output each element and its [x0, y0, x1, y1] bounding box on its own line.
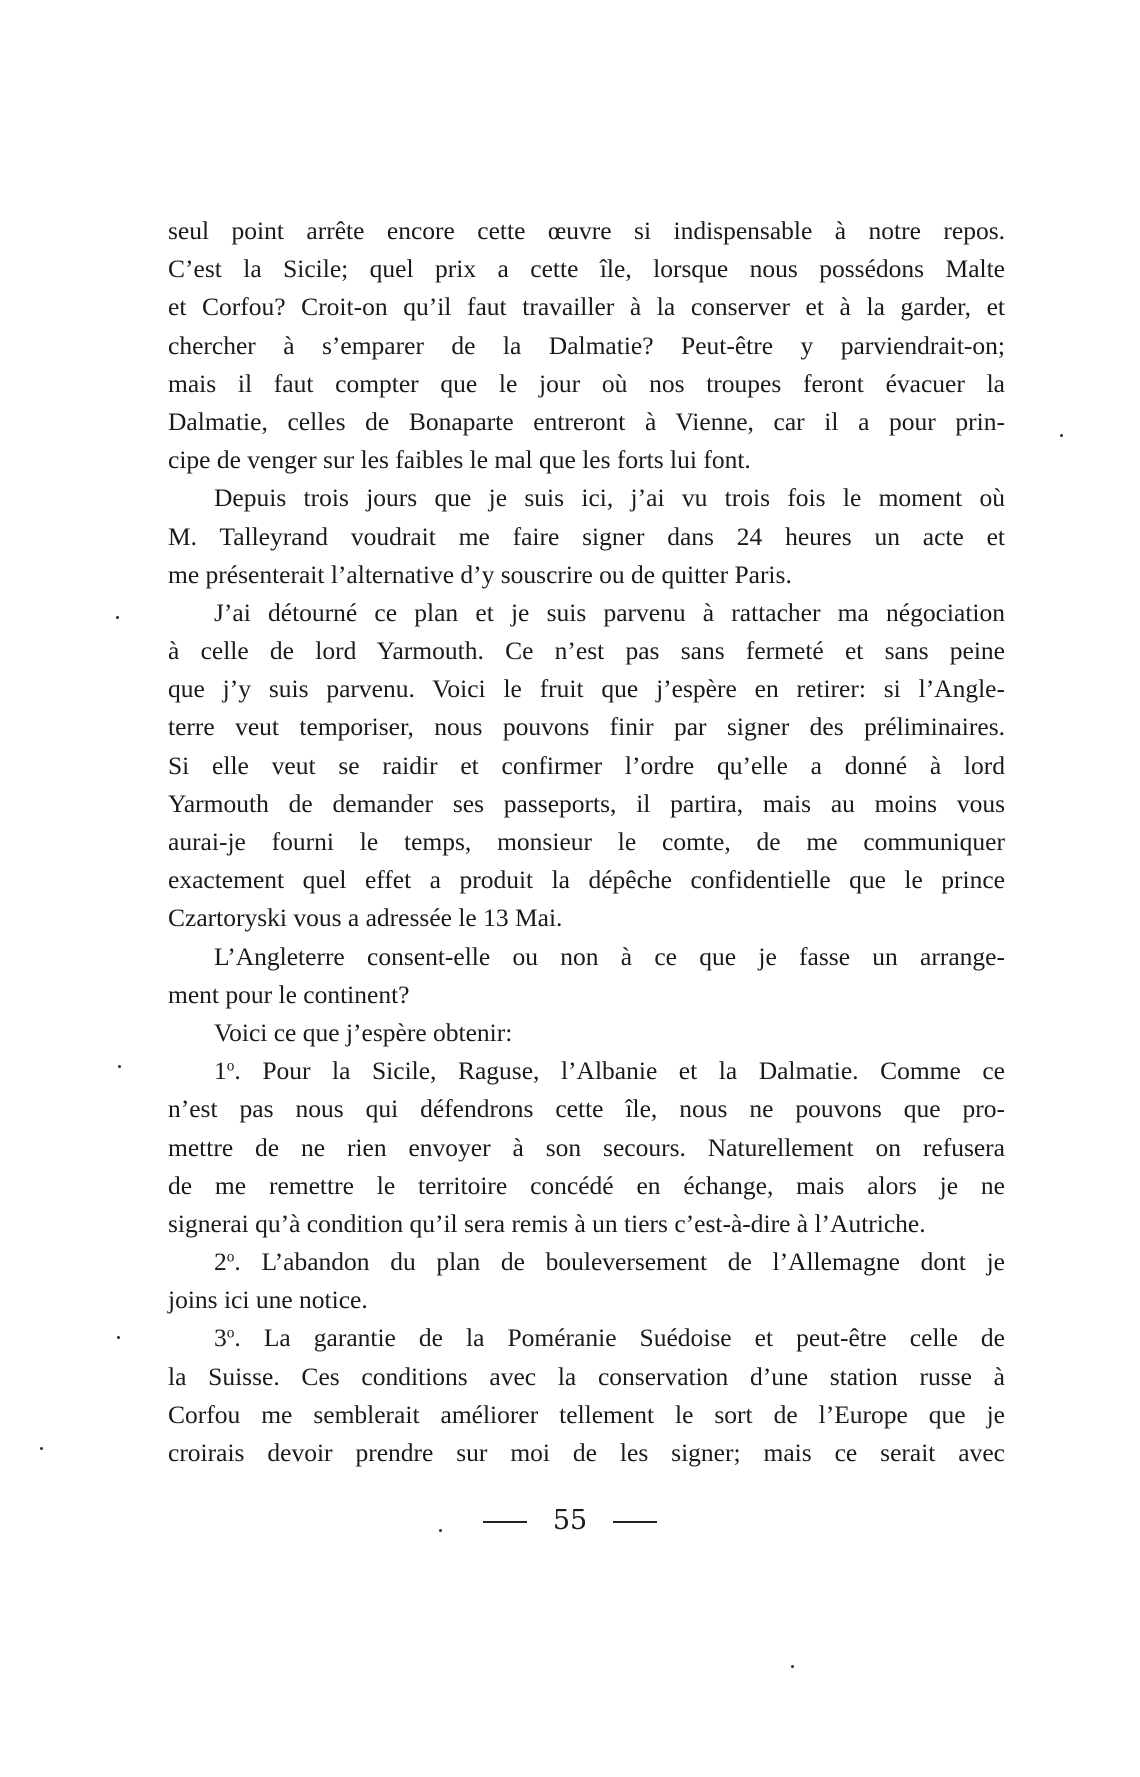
scan-speck — [40, 1447, 43, 1450]
page-footer — [0, 1505, 1140, 1536]
text-line: la Suisse. Ces conditions avec la conservation d’une station russe à — [168, 1361, 1005, 1391]
text-line: J’ai détourné ce plan et je suis parvenu à rattacher ma négociation — [214, 597, 1005, 627]
text-line: Yarmouth de demander ses passeports, il partira, mais au moins vous — [168, 788, 1005, 818]
scan-speck — [791, 1665, 794, 1668]
text-line: Depuis trois jours que je suis ici, j’ai vu trois fois le moment où — [214, 483, 1005, 513]
text-line: signerai qu’à condition qu’il sera remis à un tiers c’est-à-dire à l’Autriche. — [168, 1208, 926, 1238]
text-line: ment pour le continent? — [168, 979, 410, 1009]
text-line: mettre de ne rien envoyer à son secours. Naturellement on refusera — [168, 1132, 1005, 1162]
text-line: Corfou me semblerait améliorer tellement le sort de l’Europe que je — [168, 1399, 1005, 1429]
footer-dash-left — [483, 1521, 527, 1523]
body-text — [168, 212, 1005, 1472]
page-number: 55 — [552, 1505, 588, 1536]
scan-speck — [1060, 434, 1063, 437]
text-line: et Corfou? Croit-on qu’il faut travailler à la conserver et à la garder, et — [168, 292, 1005, 322]
text-line: à celle de lord Yarmouth. Ce n’est pas sans fermeté et sans peine — [168, 636, 1005, 666]
text-line: aurai-je fourni le temps, monsieur le comte, de me communiquer — [168, 827, 1005, 856]
text-line: M. Talleyrand voudrait me faire signer dans 24 heures un acte et — [168, 521, 1005, 551]
text-line: 3$^o$. La garantie de la Poméranie Suédoise et peut-être celle de — [214, 1323, 1005, 1353]
text-line: Si elle veut se raidir et confirmer l’ordre qu’elle a donné à lord — [168, 750, 1005, 780]
text-line: chercher à s’emparer de la Dalmatie? Peut-être y parviendrait-on; — [168, 330, 1005, 360]
text-line: L’Angleterre consent-elle ou non à ce que je fasse un arrange- — [214, 941, 1005, 971]
text-line: Czartoryski vous a adressée le 13 Mai. — [168, 903, 563, 933]
footer-dash-right — [613, 1521, 657, 1523]
text-line: Voici ce que j’espère obtenir: — [214, 1017, 513, 1047]
text-line: n’est pas nous qui défendrons cette île, nous ne pouvons que pro- — [168, 1094, 1005, 1124]
text-line: croirais devoir prendre sur moi de les signer; mais ce serait avec — [168, 1438, 1005, 1467]
scan-speck — [116, 616, 119, 619]
text-line: mais il faut compter que le jour où nos troupes feront évacuer la — [168, 368, 1005, 398]
text-line: C’est la Sicile; quel prix a cette île, lorsque nous possédons Malte — [168, 254, 1005, 284]
text-line: 2$^o$. L’abandon du plan de bouleversement de l’Allemagne dont je — [214, 1247, 1005, 1277]
scan-speck — [117, 1336, 120, 1339]
scan-speck — [439, 1529, 442, 1532]
scan-speck — [118, 1065, 121, 1068]
text-line: exactement quel effet a produit la dépêche confidentielle que le prince — [168, 865, 1005, 895]
text-line: seul point arrête encore cette œuvre si indispensable à notre repos. — [168, 216, 1005, 245]
text-line: Dalmatie, celles de Bonaparte entreront à Vienne, car il a pour prin- — [168, 406, 1005, 436]
text-line: 1$^o$. Pour la Sicile, Raguse, l’Albanie et la Dalmatie. Comme ce — [214, 1056, 1005, 1086]
text-line: me présenterait l’alternative d’y souscrire ou de quitter Paris. — [168, 559, 792, 589]
text-line: de me remettre le territoire concédé en échange, mais alors je ne — [168, 1170, 1005, 1200]
text-line: cipe de venger sur les faibles le mal que les forts lui font. — [168, 445, 751, 475]
text-line: terre veut temporiser, nous pouvons finir par signer des préliminaires. — [168, 712, 1005, 742]
text-line: que j’y suis parvenu. Voici le fruit que j’espère en retirer: si l’Angle- — [168, 674, 1005, 704]
text-line: joins ici une notice. — [168, 1285, 368, 1315]
